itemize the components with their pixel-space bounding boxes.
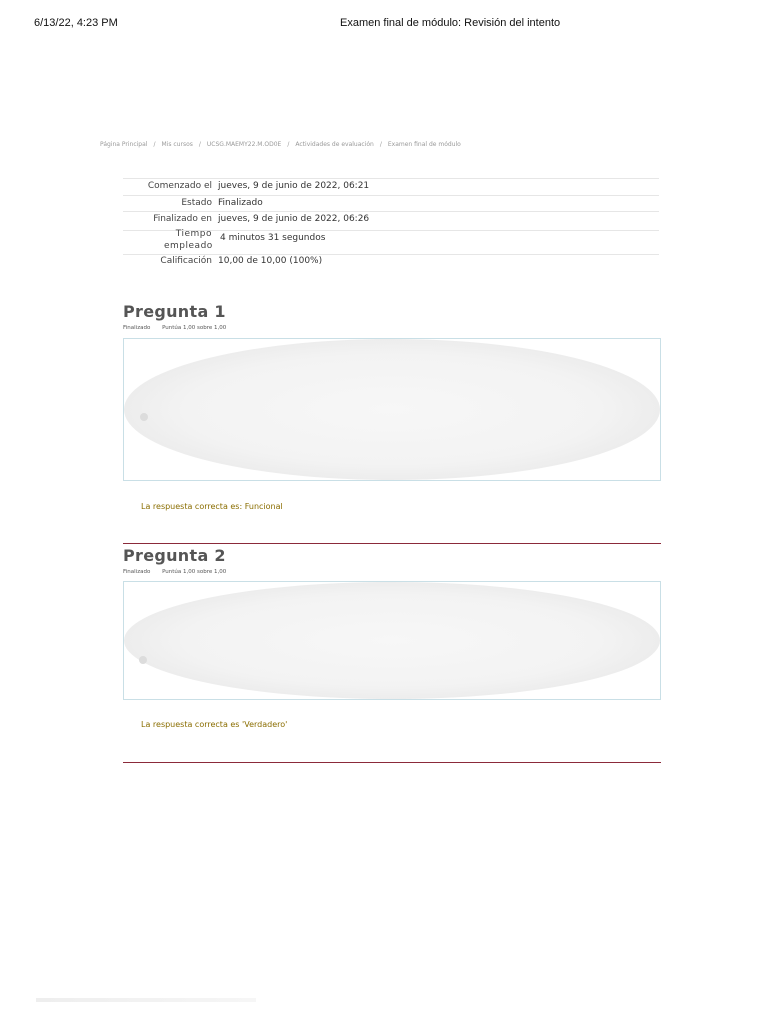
question-content-box — [123, 581, 661, 700]
question-info — [123, 569, 661, 575]
time-value: 4 minutos 31 segundos — [220, 233, 326, 243]
summary-row-state — [123, 195, 659, 211]
question-title: Pregunta 1 — [123, 302, 226, 321]
breadcrumb-exam-link[interactable]: Examen final de módulo — [387, 141, 461, 148]
blurred-question-content — [124, 582, 660, 699]
breadcrumb-home-link[interactable]: Página Principal — [100, 141, 148, 148]
print-header — [0, 17, 768, 31]
radio-option-icon[interactable] — [140, 413, 148, 421]
print-page-title: Examen final de módulo: Revisión del intento — [340, 17, 561, 29]
question-status: Finalizado — [123, 325, 151, 331]
question-score: Puntúa 1,00 sobre 1,00 — [162, 569, 227, 575]
state-label: Estado — [181, 198, 212, 208]
faint-footer-text — [36, 998, 256, 1002]
grade-value: 10,00 de 10,00 (100%) — [218, 256, 323, 266]
question-divider — [123, 543, 661, 544]
breadcrumb — [100, 141, 461, 148]
breadcrumb-course-link[interactable]: UCSG.MAEMY22.M.OD0E — [206, 141, 282, 148]
summary-row-grade — [123, 254, 659, 269]
finished-value: jueves, 9 de junio de 2022, 06:26 — [218, 214, 370, 224]
question-2 — [123, 546, 661, 764]
attempt-summary-table — [123, 178, 659, 269]
breadcrumb-separator: / — [153, 141, 156, 148]
radio-option-icon[interactable] — [139, 656, 147, 664]
summary-row-time — [123, 230, 659, 254]
finished-label: Finalizado en — [153, 214, 212, 224]
breadcrumb-my-courses-link[interactable]: Mis cursos — [161, 141, 193, 148]
grade-label: Calificación — [160, 256, 212, 266]
question-content-box — [123, 338, 661, 481]
breadcrumb-separator: / — [287, 141, 290, 148]
question-divider — [123, 762, 661, 763]
question-score: Puntúa 1,00 sobre 1,00 — [162, 325, 227, 331]
correct-answer-feedback: La respuesta correcta es: Funcional — [141, 502, 283, 511]
question-status: Finalizado — [123, 569, 151, 575]
question-info — [123, 325, 661, 331]
breadcrumb-activities-link[interactable]: Actividades de evaluación — [295, 141, 374, 148]
print-date: 6/13/22, 4:23 PM — [34, 17, 118, 29]
question-title: Pregunta 2 — [123, 546, 226, 565]
state-value: Finalizado — [218, 198, 263, 208]
question-1 — [123, 302, 661, 544]
time-label: Tiempo empleado — [164, 229, 213, 251]
started-label: Comenzado el — [147, 181, 212, 191]
correct-answer-feedback: La respuesta correcta es 'Verdadero' — [141, 720, 288, 729]
breadcrumb-separator: / — [198, 141, 201, 148]
summary-row-started — [123, 178, 659, 195]
breadcrumb-separator: / — [379, 141, 382, 148]
blurred-question-content — [124, 339, 660, 480]
started-value: jueves, 9 de junio de 2022, 06:21 — [218, 181, 370, 191]
